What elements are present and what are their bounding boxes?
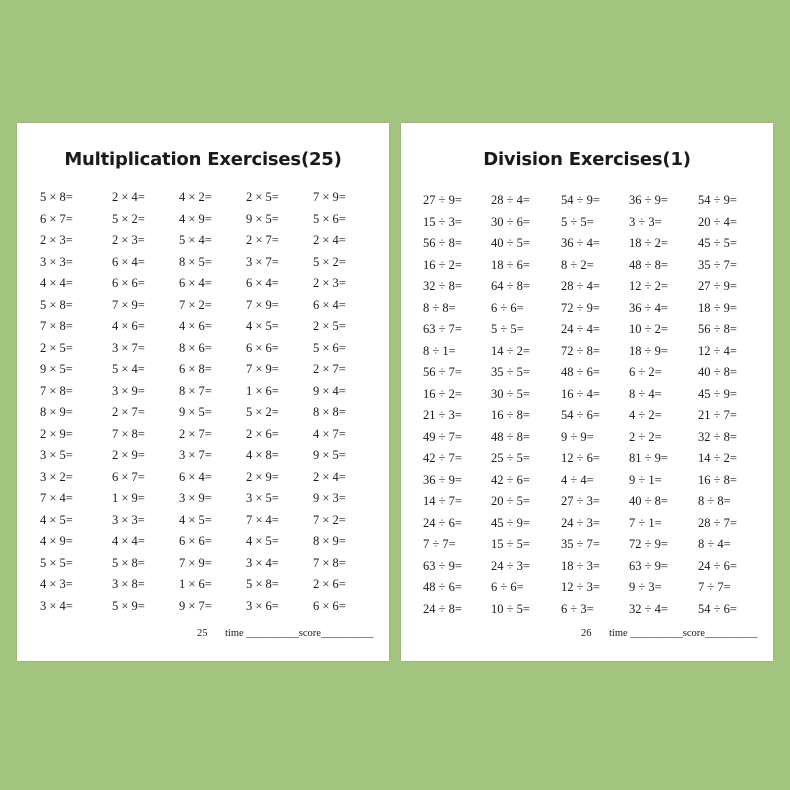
exercise-problem: 56 ÷ 7= <box>423 365 462 379</box>
exercise-problem: 2 × 4= <box>112 190 145 204</box>
exercise-problem: 42 ÷ 7= <box>423 451 462 465</box>
exercise-problem: 4 × 2= <box>179 190 212 204</box>
exercise-row <box>17 510 389 531</box>
exercise-problem: 5 × 9= <box>112 598 145 613</box>
exercise-row <box>401 384 773 405</box>
exercise-problem: 4 × 3= <box>40 577 73 591</box>
exercise-problem: 3 × 4= <box>246 555 279 570</box>
exercise-row <box>401 212 773 233</box>
exercise-problem: 7 × 9= <box>179 555 212 570</box>
exercise-row <box>17 424 389 445</box>
exercise-row <box>17 488 389 509</box>
exercise-problem: 48 ÷ 8= <box>629 257 668 272</box>
page-title: Division Exercises(1) <box>483 149 691 170</box>
exercise-problem: 16 ÷ 8= <box>491 408 530 422</box>
exercise-problem: 2 × 5= <box>40 340 73 355</box>
exercise-row <box>17 445 389 466</box>
page-number: 26 <box>581 628 592 639</box>
exercise-problem: 63 ÷ 9= <box>423 558 462 573</box>
exercise-problem: 9 ÷ 9= <box>561 429 594 444</box>
exercise-problem: 3 × 7= <box>179 448 212 462</box>
exercise-problem: 4 × 9= <box>40 534 73 548</box>
exercise-problem: 48 ÷ 6= <box>423 580 462 594</box>
exercise-problem: 35 ÷ 7= <box>698 257 737 272</box>
exercise-problem: 7 × 9= <box>246 362 279 376</box>
exercise-row <box>17 338 389 359</box>
exercise-problem: 16 ÷ 4= <box>561 386 600 401</box>
exercise-problem: 32 ÷ 8= <box>698 429 737 444</box>
exercise-row <box>401 298 773 319</box>
exercise-problem: 28 ÷ 4= <box>491 193 530 207</box>
exercise-problem: 4 × 4= <box>40 276 73 290</box>
exercise-problem: 32 ÷ 8= <box>423 279 462 293</box>
exercise-problem: 7 × 9= <box>112 297 145 312</box>
exercise-problem: 20 ÷ 4= <box>698 214 737 229</box>
exercise-problem: 6 × 6= <box>112 276 145 290</box>
exercise-problem: 9 ÷ 3= <box>629 580 662 594</box>
exercise-problem: 20 ÷ 5= <box>491 494 530 508</box>
exercise-problem: 2 × 6= <box>246 426 279 441</box>
exercise-problem: 10 ÷ 5= <box>491 601 530 616</box>
exercise-problem: 3 × 9= <box>112 383 145 398</box>
exercise-row <box>401 276 773 297</box>
exercise-row <box>401 556 773 577</box>
exercise-problem: 72 ÷ 8= <box>561 343 600 358</box>
exercise-row <box>401 470 773 491</box>
exercise-problem: 27 ÷ 9= <box>423 193 462 207</box>
exercise-problem: 5 × 8= <box>40 297 73 312</box>
exercise-problem: 64 ÷ 8= <box>491 279 530 293</box>
exercise-problem: 40 ÷ 8= <box>698 365 737 379</box>
exercise-problem: 6 × 7= <box>40 211 73 226</box>
exercise-problem: 3 × 6= <box>246 598 279 613</box>
exercise-problem: 7 ÷ 7= <box>423 537 456 551</box>
exercise-problem: 5 × 8= <box>246 577 279 591</box>
exercise-problem: 14 ÷ 2= <box>698 451 737 465</box>
time-score-line: time __________score__________ <box>609 628 758 639</box>
exercise-problem: 4 × 5= <box>40 512 73 527</box>
exercise-problem: 27 ÷ 3= <box>561 494 600 508</box>
exercise-problem: 2 × 7= <box>179 426 212 441</box>
multiplication-worksheet-page <box>17 123 389 661</box>
exercise-problem: 28 ÷ 7= <box>698 515 737 530</box>
exercise-problem: 7 × 4= <box>246 512 279 527</box>
exercise-problem: 4 ÷ 4= <box>561 472 594 487</box>
exercise-problem: 5 × 5= <box>40 555 73 570</box>
exercise-problem: 49 ÷ 7= <box>423 429 462 444</box>
exercise-problem: 30 ÷ 5= <box>491 386 530 401</box>
exercise-problem: 21 ÷ 7= <box>698 408 737 422</box>
exercise-problem: 6 ÷ 6= <box>491 300 524 315</box>
exercise-problem: 1 × 6= <box>179 577 212 591</box>
exercise-problem: 15 ÷ 5= <box>491 537 530 551</box>
exercise-problem: 45 ÷ 9= <box>491 515 530 530</box>
exercise-problem: 4 × 5= <box>246 319 279 333</box>
exercise-problem: 3 × 9= <box>179 491 212 505</box>
exercise-problem: 8 × 6= <box>179 340 212 355</box>
exercise-problem: 2 ÷ 2= <box>629 429 662 444</box>
exercise-row <box>401 190 773 211</box>
exercise-problem: 2 × 3= <box>313 276 346 290</box>
exercise-problem: 9 × 5= <box>179 405 212 419</box>
exercise-problem: 4 × 9= <box>179 211 212 226</box>
exercise-problem: 45 ÷ 9= <box>698 386 737 401</box>
exercise-problem: 18 ÷ 9= <box>698 300 737 315</box>
exercise-problem: 8 × 7= <box>179 383 212 398</box>
exercise-problem: 3 × 7= <box>112 340 145 355</box>
exercise-problem: 48 ÷ 6= <box>561 365 600 379</box>
exercise-problem: 30 ÷ 6= <box>491 214 530 229</box>
exercise-problem: 18 ÷ 6= <box>491 257 530 272</box>
exercise-problem: 12 ÷ 3= <box>561 580 600 594</box>
exercise-problem: 56 ÷ 8= <box>423 236 462 250</box>
exercise-problem: 6 × 6= <box>246 340 279 355</box>
exercise-problem: 36 ÷ 9= <box>423 472 462 487</box>
exercise-problem: 40 ÷ 8= <box>629 494 668 508</box>
page-footer <box>401 628 773 644</box>
exercise-problem: 5 × 4= <box>179 233 212 247</box>
exercise-problem: 7 × 9= <box>246 297 279 312</box>
exercise-row <box>17 381 389 402</box>
exercise-problem: 5 ÷ 5= <box>491 322 524 336</box>
exercise-row <box>17 230 389 251</box>
exercise-problem: 8 ÷ 4= <box>629 386 662 401</box>
exercise-row <box>401 491 773 512</box>
exercise-problem: 5 × 2= <box>313 254 346 269</box>
exercise-problem: 4 × 6= <box>112 319 145 333</box>
exercise-row <box>401 513 773 534</box>
exercise-row <box>401 319 773 340</box>
exercise-problem: 6 ÷ 3= <box>561 601 594 616</box>
exercise-problem: 28 ÷ 4= <box>561 279 600 293</box>
exercise-problem: 6 × 4= <box>246 276 279 290</box>
exercise-problem: 36 ÷ 4= <box>561 236 600 250</box>
exercise-problem: 72 ÷ 9= <box>561 300 600 315</box>
exercise-problem: 24 ÷ 6= <box>698 558 737 573</box>
exercise-problem: 54 ÷ 9= <box>561 193 600 207</box>
exercise-problem: 3 ÷ 3= <box>629 214 662 229</box>
exercise-row <box>17 252 389 273</box>
exercise-problem: 7 × 8= <box>112 426 145 441</box>
exercise-problem: 3 × 8= <box>112 577 145 591</box>
exercise-problem: 9 ÷ 1= <box>629 472 662 487</box>
exercise-problem: 5 × 2= <box>246 405 279 419</box>
exercise-problem: 21 ÷ 3= <box>423 408 462 422</box>
exercise-row <box>401 599 773 620</box>
exercise-problem: 48 ÷ 8= <box>491 429 530 444</box>
exercise-problem: 24 ÷ 3= <box>491 558 530 573</box>
exercise-problem: 2 × 9= <box>112 448 145 462</box>
time-score-line: time __________score__________ <box>225 628 374 639</box>
exercise-problem: 8 ÷ 1= <box>423 343 456 358</box>
exercise-problem: 16 ÷ 8= <box>698 472 737 487</box>
exercise-problem: 18 ÷ 3= <box>561 558 600 573</box>
exercise-problem: 35 ÷ 7= <box>561 537 600 551</box>
exercise-problem: 4 × 5= <box>246 534 279 548</box>
exercise-problem: 8 × 9= <box>40 405 73 419</box>
exercise-problem: 2 × 7= <box>112 405 145 419</box>
exercise-row <box>17 574 389 595</box>
exercise-problem: 4 ÷ 2= <box>629 408 662 422</box>
exercise-problem: 9 × 5= <box>313 448 346 462</box>
exercise-problem: 1 × 6= <box>246 383 279 398</box>
exercise-problem: 2 × 9= <box>246 469 279 484</box>
exercise-row <box>17 273 389 294</box>
exercise-problem: 36 ÷ 9= <box>629 193 668 207</box>
exercise-problem: 9 × 4= <box>313 383 346 398</box>
page-footer <box>17 628 389 644</box>
exercise-row <box>401 341 773 362</box>
exercise-problem: 9 × 5= <box>40 362 73 376</box>
exercise-problem: 54 ÷ 6= <box>698 601 737 616</box>
exercise-problem: 4 × 6= <box>179 319 212 333</box>
exercise-problem: 35 ÷ 5= <box>491 365 530 379</box>
exercise-problem: 7 × 4= <box>40 491 73 505</box>
exercise-row <box>401 233 773 254</box>
exercise-problem: 6 × 6= <box>179 534 212 548</box>
exercise-problem: 18 ÷ 9= <box>629 343 668 358</box>
exercise-problem: 5 × 4= <box>112 362 145 376</box>
exercise-problem: 6 ÷ 6= <box>491 580 524 594</box>
exercise-problem: 24 ÷ 8= <box>423 601 462 616</box>
exercise-problem: 7 × 8= <box>40 383 73 398</box>
exercise-problem: 2 × 5= <box>313 319 346 333</box>
exercise-row <box>17 359 389 380</box>
page-title: Multiplication Exercises(25) <box>64 149 342 170</box>
exercise-problem: 5 × 8= <box>40 190 73 204</box>
exercise-problem: 16 ÷ 2= <box>423 257 462 272</box>
exercise-problem: 24 ÷ 4= <box>561 322 600 336</box>
exercise-problem: 9 × 5= <box>246 211 279 226</box>
exercise-problem: 6 × 4= <box>179 469 212 484</box>
exercise-problem: 2 × 9= <box>40 426 73 441</box>
exercise-problem: 6 × 8= <box>179 362 212 376</box>
exercise-problem: 5 ÷ 5= <box>561 214 594 229</box>
exercise-row <box>17 553 389 574</box>
exercise-row <box>17 295 389 316</box>
exercise-problem: 54 ÷ 9= <box>698 193 737 207</box>
exercise-problem: 7 × 8= <box>313 555 346 570</box>
exercise-problem: 16 ÷ 2= <box>423 386 462 401</box>
exercise-row <box>17 402 389 423</box>
exercise-problem: 40 ÷ 5= <box>491 236 530 250</box>
exercise-problem: 8 × 9= <box>313 534 346 548</box>
exercise-problem: 2 × 4= <box>313 233 346 247</box>
exercise-problem: 4 × 8= <box>246 448 279 462</box>
exercise-problem: 24 ÷ 3= <box>561 515 600 530</box>
exercise-problem: 4 × 5= <box>179 512 212 527</box>
exercise-problem: 63 ÷ 7= <box>423 322 462 336</box>
exercise-row <box>17 209 389 230</box>
exercise-problem: 8 × 8= <box>313 405 346 419</box>
exercise-problem: 4 × 7= <box>313 426 346 441</box>
exercise-problem: 27 ÷ 9= <box>698 279 737 293</box>
exercise-problem: 8 ÷ 8= <box>698 494 731 508</box>
exercise-problem: 6 × 6= <box>313 598 346 613</box>
exercise-problem: 7 × 8= <box>40 319 73 333</box>
exercise-problem: 3 × 3= <box>112 512 145 527</box>
exercise-problem: 5 × 2= <box>112 211 145 226</box>
exercise-problem: 24 ÷ 6= <box>423 515 462 530</box>
exercise-row <box>401 427 773 448</box>
exercise-problem: 7 ÷ 7= <box>698 580 731 594</box>
exercise-problem: 12 ÷ 2= <box>629 279 668 293</box>
exercise-problem: 72 ÷ 9= <box>629 537 668 551</box>
exercise-problem: 63 ÷ 9= <box>629 558 668 573</box>
exercise-problem: 3 × 3= <box>40 254 73 269</box>
exercise-problem: 7 × 9= <box>313 190 346 204</box>
exercise-problem: 54 ÷ 6= <box>561 408 600 422</box>
exercise-problem: 12 ÷ 4= <box>698 343 737 358</box>
exercise-problem: 81 ÷ 9= <box>629 451 668 465</box>
exercise-row <box>17 531 389 552</box>
exercise-problem: 8 ÷ 2= <box>561 257 594 272</box>
exercise-problem: 15 ÷ 3= <box>423 214 462 229</box>
exercise-problem: 9 × 7= <box>179 598 212 613</box>
exercise-row <box>17 596 389 617</box>
page-number: 25 <box>197 628 208 639</box>
exercise-problem: 8 ÷ 8= <box>423 300 456 315</box>
exercise-problem: 6 ÷ 2= <box>629 365 662 379</box>
exercise-problem: 12 ÷ 6= <box>561 451 600 465</box>
exercise-problem: 1 × 9= <box>112 491 145 505</box>
exercise-row <box>401 405 773 426</box>
division-worksheet-page <box>401 123 773 661</box>
exercise-row <box>17 467 389 488</box>
exercise-problem: 4 × 4= <box>112 534 145 548</box>
exercise-problem: 3 × 5= <box>40 448 73 462</box>
exercise-problem: 3 × 4= <box>40 598 73 613</box>
exercise-problem: 7 × 2= <box>313 512 346 527</box>
exercise-problem: 2 × 7= <box>246 233 279 247</box>
exercise-problem: 10 ÷ 2= <box>629 322 668 336</box>
exercise-problem: 7 × 2= <box>179 297 212 312</box>
exercise-problem: 8 ÷ 4= <box>698 537 731 551</box>
exercise-problem: 7 ÷ 1= <box>629 515 662 530</box>
exercise-row <box>401 577 773 598</box>
exercise-problem: 2 × 3= <box>112 233 145 247</box>
exercise-problem: 2 × 4= <box>313 469 346 484</box>
exercise-row <box>17 316 389 337</box>
exercise-problem: 2 × 5= <box>246 190 279 204</box>
exercise-problem: 6 × 7= <box>112 469 145 484</box>
exercise-problem: 45 ÷ 5= <box>698 236 737 250</box>
exercise-problem: 2 × 6= <box>313 577 346 591</box>
exercise-row <box>17 187 389 208</box>
exercise-problem: 3 × 7= <box>246 254 279 269</box>
exercise-row <box>401 448 773 469</box>
exercise-row <box>401 255 773 276</box>
exercise-row <box>401 534 773 555</box>
exercise-row <box>401 362 773 383</box>
exercise-problem: 25 ÷ 5= <box>491 451 530 465</box>
exercise-problem: 32 ÷ 4= <box>629 601 668 616</box>
exercise-problem: 6 × 4= <box>112 254 145 269</box>
exercise-problem: 5 × 8= <box>112 555 145 570</box>
exercise-problem: 18 ÷ 2= <box>629 236 668 250</box>
exercise-problem: 2 × 3= <box>40 233 73 247</box>
exercise-problem: 8 × 5= <box>179 254 212 269</box>
exercise-problem: 3 × 2= <box>40 469 73 484</box>
exercise-problem: 5 × 6= <box>313 211 346 226</box>
exercise-problem: 2 × 7= <box>313 362 346 376</box>
exercise-problem: 14 ÷ 2= <box>491 343 530 358</box>
exercise-problem: 3 × 5= <box>246 491 279 505</box>
exercise-problem: 5 × 6= <box>313 340 346 355</box>
exercise-problem: 56 ÷ 8= <box>698 322 737 336</box>
exercise-problem: 9 × 3= <box>313 491 346 505</box>
exercise-problem: 6 × 4= <box>179 276 212 290</box>
exercise-problem: 36 ÷ 4= <box>629 300 668 315</box>
exercise-problem: 6 × 4= <box>313 297 346 312</box>
exercise-problem: 42 ÷ 6= <box>491 472 530 487</box>
exercise-problem: 14 ÷ 7= <box>423 494 462 508</box>
